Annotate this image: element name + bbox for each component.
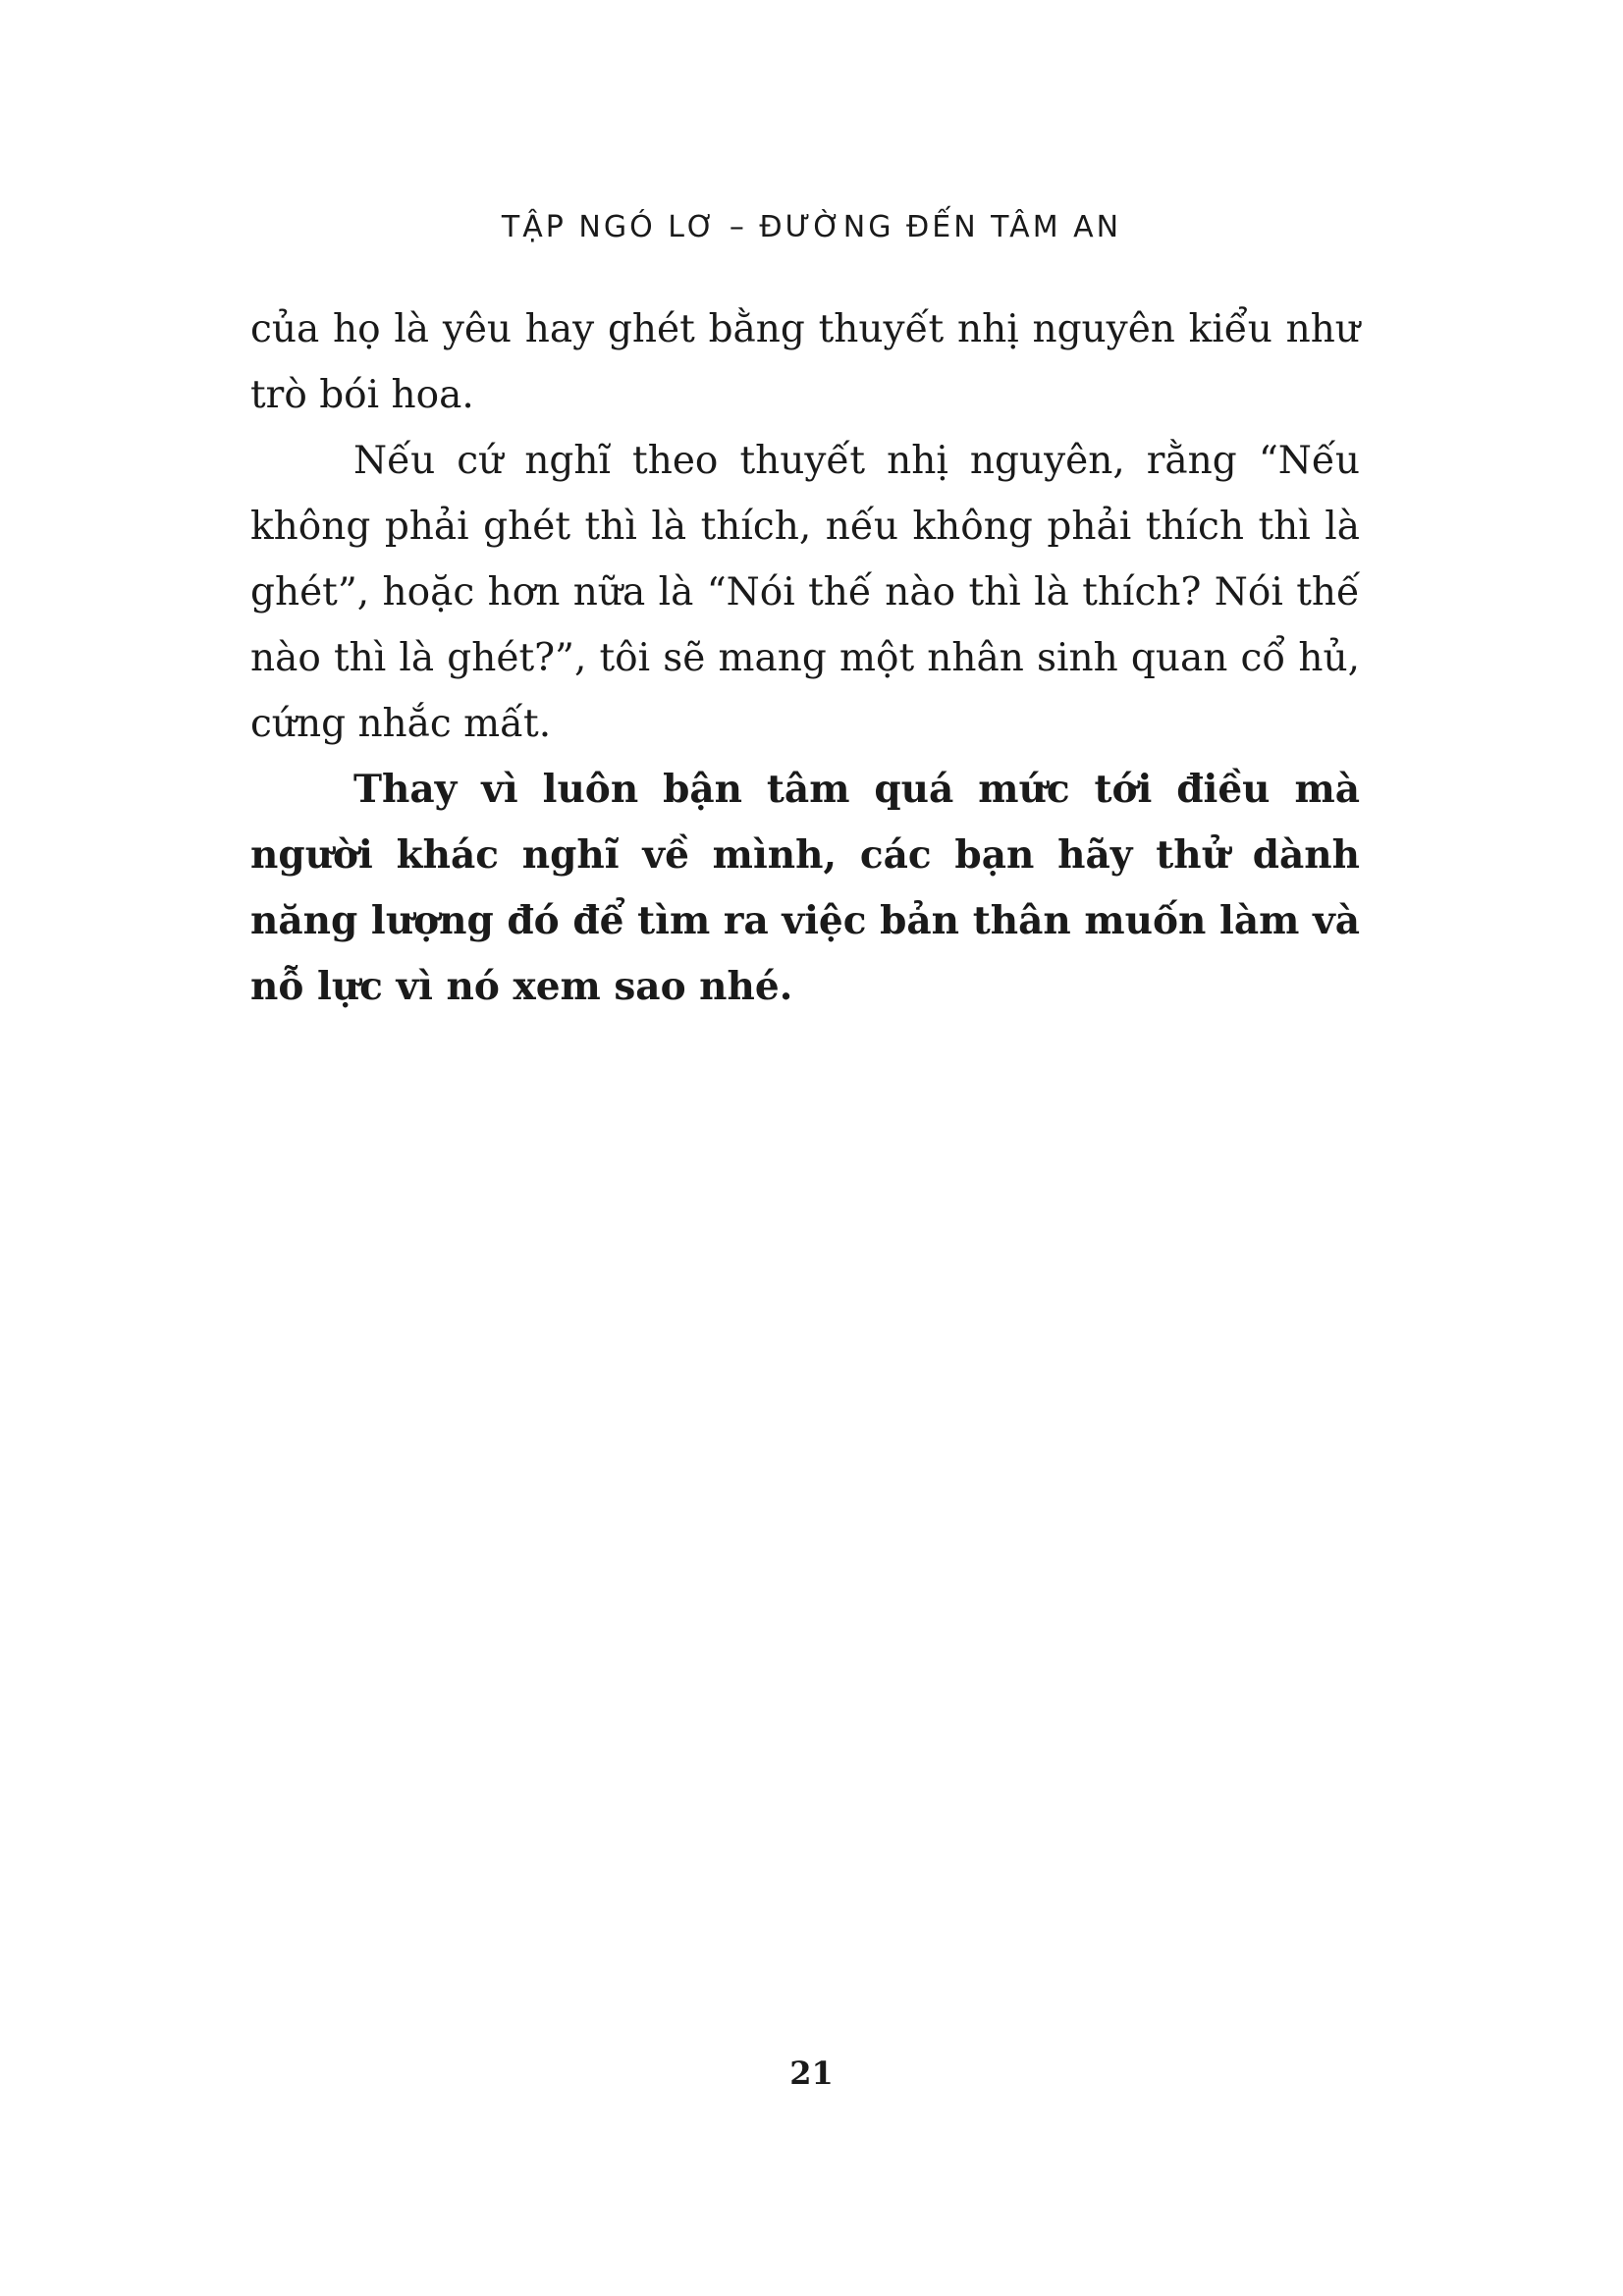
body-text bbox=[250, 296, 1360, 1020]
paragraph-continuation: của họ là yêu hay ghét bằng thuyết nhị nguyên kiểu như trò bói hoa. bbox=[250, 307, 1360, 417]
paragraph-dualism: Nếu cứ nghĩ theo thuyết nhị nguyên, rằng “Nếu không phải ghét thì là thích, nếu không phải thích thì là ghét”, hoặc hơn nữa là “Nói thế nào thì là thích? Nói thế nào thì là ghét?”, tôi sẽ mang một nhân sinh quan cổ hủ, cứng nhắc mất. bbox=[250, 439, 1360, 746]
paragraph-emphasis: Thay vì luôn bận tâm quá mức tới điều mà người khác nghĩ về mình, các bạn hãy thử dành năng lượng đó để tìm ra việc bản thân muốn làm và nỗ lực vì nó xem sao nhé. bbox=[250, 767, 1360, 1009]
running-header: TẬP NGÓ LƠ – ĐƯỜNG ĐẾN TÂM AN bbox=[501, 210, 1122, 244]
page-number: 21 bbox=[789, 2055, 834, 2092]
